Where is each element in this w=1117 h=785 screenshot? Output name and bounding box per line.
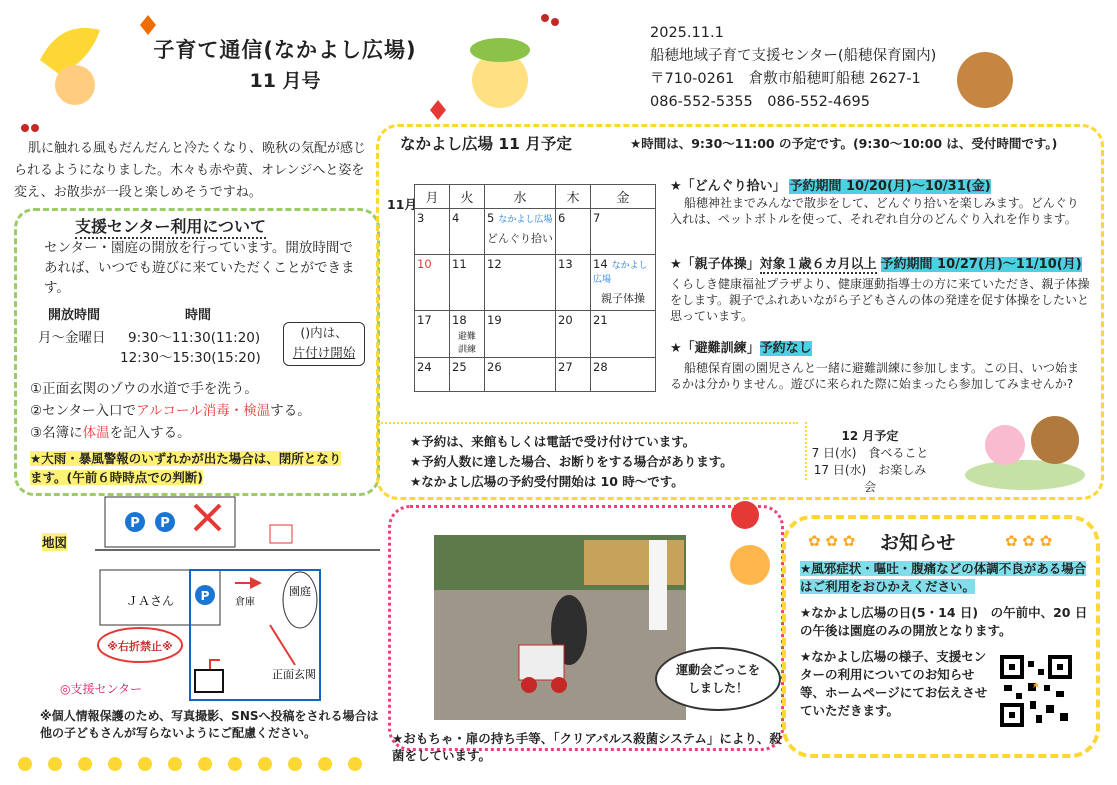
schedule-time-note: ★時間は、9:30～11:00 の予定です。(9:30～10:00 は、受付時間です。)	[630, 136, 1058, 151]
issue-date: 2025.11.1	[650, 25, 724, 41]
post-office-icon	[270, 525, 292, 543]
calendar-day	[556, 255, 591, 311]
notice-item: ★なかよし広場の日(5・14 日) の午前中、20 日の午後は園庭のみの開放となります。	[800, 605, 1088, 638]
calendar-week	[415, 311, 656, 358]
event-tag: なかよし広場	[593, 261, 648, 285]
cat-balloon-icon	[725, 500, 785, 590]
time-morning: 9:30～11:30(11:20)	[128, 330, 261, 346]
time-heading: 時間	[185, 308, 212, 323]
step-2	[30, 400, 311, 422]
day-number: 18	[452, 313, 467, 327]
event-title: ★「避難訓練」	[670, 341, 760, 356]
day-number: 7	[593, 211, 601, 225]
calendar-day	[556, 358, 591, 392]
note-line: ()内は、	[300, 325, 348, 340]
chick-border	[10, 746, 380, 776]
calendar-day	[485, 209, 556, 255]
step-highlight: アルコール消毒・検温	[136, 403, 271, 419]
day-number: 26	[487, 360, 502, 374]
notice-title: お知らせ	[880, 532, 956, 554]
event-acorn	[670, 178, 1090, 227]
day-number: 19	[487, 313, 502, 327]
step-text: ③名簿に	[30, 425, 83, 441]
steps-list	[30, 378, 311, 444]
notice-text: ★風邪症状・嘔吐・腹痛などの体調不良がある場合はご利用をおひかえください。	[800, 561, 1087, 594]
qr-code-icon[interactable]	[1000, 655, 1072, 727]
weekday-header: 金	[591, 185, 656, 209]
schedule-title: なかよし広場 11 月予定	[400, 135, 572, 153]
reservation-note: ★予約は、来館もしくは電話で受け付けています。	[410, 434, 696, 449]
day-number: 27	[558, 360, 573, 374]
parking-label: P	[200, 589, 210, 603]
calendar-day	[556, 209, 591, 255]
step-1: ①正面玄関のゾウの水道で手を洗う。	[30, 381, 258, 397]
support-title: 支援センター利用について	[75, 214, 266, 239]
event-title: ★「どんぐり拾い」	[670, 179, 786, 194]
step-text: ②センター入口で	[30, 403, 137, 419]
calendar-day	[556, 311, 591, 358]
weekday-header: 月	[415, 185, 450, 209]
girl-character-icon	[55, 65, 95, 105]
day-number: 10	[417, 257, 432, 271]
time-afternoon: 12:30～15:30(15:20)	[120, 350, 261, 366]
cleanup-note	[283, 322, 365, 366]
contact-info	[650, 22, 936, 114]
calendar-day	[485, 255, 556, 311]
calendar-day	[415, 358, 450, 392]
day-number: 14	[593, 257, 608, 271]
no-right-turn-label: ※右折禁止※	[107, 640, 173, 653]
map-label: 地図	[42, 535, 68, 550]
map	[40, 495, 380, 710]
event-description: 船穂神社までみんなで散歩をして、どんぐり拾いを楽しみます。どんぐり入れは、ペットボトルを使って、それぞれ自分のどんぐり入れを作ります。	[670, 196, 1079, 226]
event-heading	[670, 256, 1090, 273]
calendar-day	[415, 209, 450, 255]
support-text: センター・園庭の開放を行っています。開放時間であれば、いつでも遊びに来ていただくことができます。	[44, 240, 355, 296]
calendar-day	[485, 311, 556, 358]
day-number: 6	[558, 211, 566, 225]
bubble-text: 運動会ごっこをしました！	[676, 663, 760, 695]
weekday-header: 水	[485, 185, 556, 209]
divider	[805, 422, 807, 480]
calendar-day	[450, 209, 485, 255]
maple-leaf-icon	[140, 15, 156, 35]
calendar-day	[415, 311, 450, 358]
december-item: 7 日(水) 食べること	[811, 446, 929, 460]
center-label: ◎支援センター	[60, 682, 142, 696]
day-number: 12	[487, 257, 502, 271]
calendar-day	[591, 209, 656, 255]
hours-heading: 開放時間	[48, 308, 101, 323]
december-plan	[810, 428, 930, 496]
step-text: を記入する。	[109, 425, 191, 441]
phone-numbers: 086-552-5355 086-552-4695	[650, 94, 870, 110]
reservation-note: ★なかよし広場の予約受付開始は 10 時～です。	[410, 474, 684, 489]
tanuki-icon	[957, 52, 1013, 108]
day-number: 17	[417, 313, 432, 327]
newsletter-title: 子育て通信(なかよし広場)	[153, 38, 417, 62]
calendar-day	[485, 358, 556, 392]
event-exercise	[670, 256, 1090, 324]
animals-on-leaf-icon	[960, 400, 1095, 495]
calendar-day	[450, 255, 485, 311]
event-tag: なかよし広場	[498, 215, 553, 225]
parking-label: P	[160, 516, 170, 531]
calendar-week	[415, 209, 656, 255]
speech-bubble	[655, 647, 781, 711]
day-number: 13	[558, 257, 573, 271]
event-heading	[670, 178, 1090, 195]
day-number: 4	[452, 211, 460, 225]
maple-leaf-icon	[430, 100, 446, 120]
ja-label: ＪＡさん	[125, 594, 175, 608]
event-photo	[434, 535, 686, 720]
event-heading	[670, 340, 1090, 357]
newsletter-issue: 11 月号	[249, 70, 321, 92]
day-number: 20	[558, 313, 573, 327]
day-number: 25	[452, 360, 467, 374]
weather-warning	[30, 449, 350, 487]
event-title: ★「親子体操」	[670, 257, 760, 272]
flower-icon: ✿ ✿ ✿	[808, 532, 856, 550]
privacy-note: ※個人情報保護のため、写真撮影、SNSへ投稿をされる場合は他の子どもさんが写らないようにご配慮ください。	[40, 709, 379, 740]
entrance-label: 正面玄関	[272, 668, 316, 681]
weekday-header: 木	[556, 185, 591, 209]
day-number: 3	[417, 211, 425, 225]
event-drill	[670, 340, 1090, 392]
no-entry-icon	[195, 505, 220, 530]
day-number: 21	[593, 313, 608, 327]
days: 月～金曜日	[38, 330, 106, 346]
org-name: 船穂地域子育て支援センター(船穂保育園内)	[650, 48, 937, 64]
garden-label: 園庭	[289, 585, 311, 598]
calendar-day	[450, 358, 485, 392]
day-number: 11	[452, 257, 467, 271]
december-title: 12 月予定	[841, 429, 899, 443]
event-period: 予約期間 10/20(月)～10/31(金)	[789, 179, 991, 194]
day-number: 24	[417, 360, 432, 374]
intro-text: 肌に触れる風もだんだんと冷たくなり、晩秋の気配が感じられるようになりました。木々も赤や黄、オレンジへと姿を変え、お散歩が一段と楽しめそうですね。	[14, 141, 367, 200]
calendar-day	[450, 311, 485, 358]
day-number: 5	[487, 211, 495, 225]
step-highlight: 体温	[82, 425, 110, 441]
calendar	[414, 184, 656, 392]
step-3	[30, 422, 311, 444]
warning-text: ★大雨・暴風警報のいずれかが出た場合は、閉所となります。(午前６時時点での判断)	[30, 451, 342, 485]
event-period: 予約なし	[759, 341, 812, 356]
calendar-month: 11月	[387, 197, 417, 212]
address: 〒710-0261 倉敷市船穂町船穂 2627-1	[650, 71, 921, 87]
event-target: 対象１歳６カ月以上	[759, 257, 877, 272]
calendar-day	[591, 358, 656, 392]
december-item: 17 日(水) お楽しみ会	[813, 463, 927, 494]
calendar-day	[415, 255, 450, 311]
notice-item: ★なかよし広場の様子、支援センターの利用についてのお知らせ等、ホームページにてお伝えさせていただきます。	[800, 649, 988, 718]
event-period: 予約期間 10/27(月)～11/10(月)	[880, 257, 1082, 272]
calendar-week	[415, 358, 656, 392]
event-label: どんぐり拾い	[487, 232, 553, 245]
note-line: 片付け開始	[292, 345, 356, 360]
warehouse-label: 倉庫	[235, 597, 255, 608]
photo-caption: ★おもちゃ・扉の持ち手等、「クリアパルス殺菌システム」により、殺菌をしています。	[392, 731, 782, 763]
calendar-week	[415, 255, 656, 311]
event-label: 避難訓練	[457, 332, 476, 355]
divider	[378, 422, 798, 424]
parking-label: P	[130, 516, 140, 531]
reservation-note: ★予約人数に達した場合、お断りをする場合があります。	[410, 454, 733, 469]
day-number: 28	[593, 360, 608, 374]
flower-icon: ✿ ✿ ✿	[1005, 532, 1053, 550]
reservation-notes	[410, 432, 733, 492]
step-text: する。	[270, 403, 311, 419]
calendar-day	[591, 311, 656, 358]
notice-item	[800, 560, 1090, 596]
calendar-day	[591, 255, 656, 311]
event-description: 船穂保育園の園児さんと一緒に避難訓練に参加します。この日、いつ始まるかは分かりません。遊びに来られた際に始まったら参加してみませんか?	[670, 361, 1080, 391]
event-description: くらしき健康福祉プラザより、健康運動指導士の方に来ていただき、親子体操をします。親子でふれあいながら子どもさんの体の発達を促す体操をしたいと思っています。	[670, 277, 1090, 323]
weekday-header: 火	[450, 185, 485, 209]
event-label: 親子体操	[601, 292, 645, 305]
